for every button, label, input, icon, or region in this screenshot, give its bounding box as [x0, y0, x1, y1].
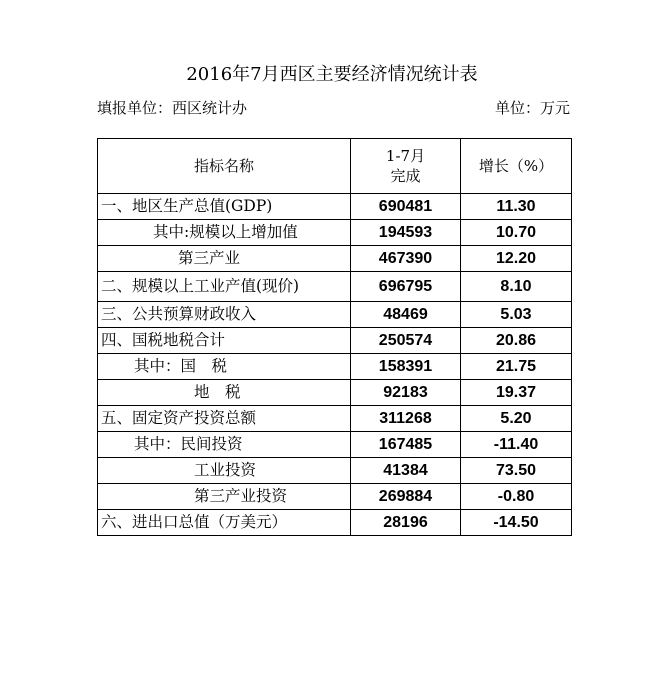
indicator-name: 地 税 [98, 380, 351, 406]
table-row [98, 220, 572, 246]
table-row [98, 246, 572, 272]
indicator-growth: 12.20 [461, 246, 572, 272]
indicator-growth: 5.03 [461, 302, 572, 328]
header-growth: 增长（%） [461, 139, 572, 194]
indicator-value: 311268 [351, 406, 461, 432]
indicator-value: 92183 [351, 380, 461, 406]
indicator-value: 158391 [351, 354, 461, 380]
table-row [98, 354, 572, 380]
table-header-row [98, 139, 572, 194]
indicator-growth: 8.10 [461, 272, 572, 302]
table-row [98, 484, 572, 510]
reporting-unit: 填报单位：西区统计办 [97, 99, 248, 117]
indicator-name: 四、国税地税合计 [98, 328, 351, 354]
indicator-name: 其中:规模以上增加值 [98, 220, 351, 246]
indicator-growth: 10.70 [461, 220, 572, 246]
indicator-name: 其中：民间投资 [98, 432, 351, 458]
indicator-value: 48469 [351, 302, 461, 328]
indicator-value: 467390 [351, 246, 461, 272]
indicator-growth: 20.86 [461, 328, 572, 354]
table-body [98, 194, 572, 536]
indicator-name: 二、规模以上工业产值(现价) [98, 272, 351, 302]
table-row [98, 302, 572, 328]
indicator-value: 690481 [351, 194, 461, 220]
indicator-growth: 5.20 [461, 406, 572, 432]
statistics-table [97, 138, 572, 536]
table-row [98, 406, 572, 432]
indicator-growth: 21.75 [461, 354, 572, 380]
table-row [98, 328, 572, 354]
indicator-growth: -14.50 [461, 510, 572, 536]
indicator-name: 五、固定资产投资总额 [98, 406, 351, 432]
indicator-growth: 11.30 [461, 194, 572, 220]
header-period-line1: 1-7月 [385, 147, 426, 165]
indicator-name: 六、进出口总值（万美元） [98, 510, 351, 536]
indicator-value: 41384 [351, 458, 461, 484]
indicator-growth: 73.50 [461, 458, 572, 484]
page-title: 2016年7月西区主要经济情况统计表 [186, 64, 478, 85]
table-row [98, 432, 572, 458]
table-row [98, 380, 572, 406]
table-row [98, 272, 572, 302]
indicator-value: 194593 [351, 220, 461, 246]
indicator-name: 工业投资 [98, 458, 351, 484]
indicator-growth: -0.80 [461, 484, 572, 510]
indicator-value: 28196 [351, 510, 461, 536]
indicator-value: 269884 [351, 484, 461, 510]
indicator-value: 696795 [351, 272, 461, 302]
unit-label: 单位：万元 [494, 99, 570, 117]
table-row [98, 458, 572, 484]
indicator-value: 250574 [351, 328, 461, 354]
indicator-name: 一、地区生产总值(GDP) [98, 194, 351, 220]
indicator-growth: 19.37 [461, 380, 572, 406]
header-indicator-name: 指标名称 [98, 139, 351, 194]
indicator-name: 三、公共预算财政收入 [98, 302, 351, 328]
indicator-growth: -11.40 [461, 432, 572, 458]
header-period [351, 139, 461, 194]
table-row [98, 510, 572, 536]
indicator-name: 其中：国 税 [98, 354, 351, 380]
indicator-name: 第三产业投资 [98, 484, 351, 510]
indicator-value: 167485 [351, 432, 461, 458]
header-period-line2: 完成 [390, 167, 421, 185]
table-row [98, 194, 572, 220]
indicator-name: 第三产业 [98, 246, 351, 272]
